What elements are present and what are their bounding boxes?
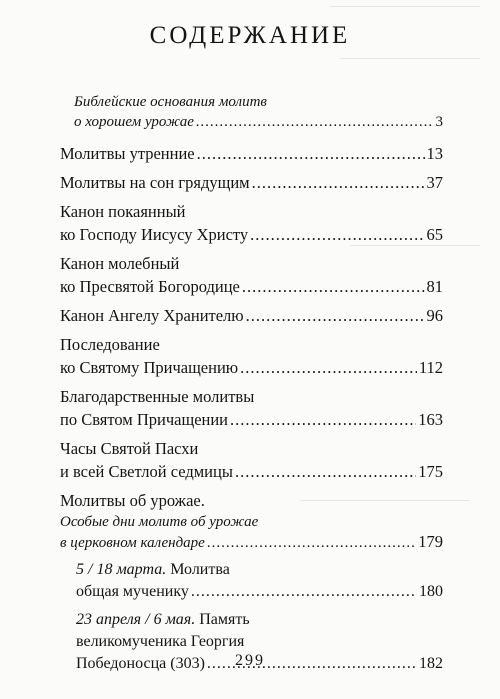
toc-entry-line: ко Господу Иисусу Христу [60,225,249,244]
toc-entry-line: Молитвы на сон грядущим [60,173,250,192]
toc-page-number: 175 [418,462,443,481]
toc-entry-line: Канон Ангелу Хранителю [60,306,244,325]
toc-entry-line: ко Пресвятой Богородице [60,277,240,296]
toc-entry[interactable] [60,92,443,132]
toc-entry-line: Молитвы утренние [60,144,195,163]
toc-entry[interactable] [60,333,443,379]
toc-page-number: 81 [426,277,443,296]
toc-entry-line: Память [199,611,250,628]
toc-page-number: 65 [426,225,443,244]
toc-entry-line: Часы Святой Пасхи [60,439,199,458]
toc-page-number: 112 [418,358,443,377]
toc-page-number: 182 [419,655,443,672]
toc-entry[interactable] [60,171,443,194]
toc-entry[interactable] [60,304,443,327]
toc-entry-line: Молитва [170,561,230,578]
toc-entry-line: Молитвы об урожае. [60,491,205,510]
toc-entry-line: Благодарственные молитвы [60,387,255,406]
toc-entry[interactable] [60,385,443,431]
toc-entry-line: о хорошем урожае [74,114,194,130]
page-title: СОДЕРЖАНИЕ [149,22,351,49]
toc-entry-line: Канон молебный [60,254,180,273]
toc-page-number: 163 [418,410,443,429]
toc-entry-line: по Святом Причащении [60,410,229,429]
toc-entry-line: Последование [60,335,160,354]
toc-entry[interactable] [60,559,443,603]
toc-entry-line: ко Святому Причащению [60,358,239,377]
toc-entry-line: Библейские основания молитв [74,94,267,110]
toc-entry-date: 5 / 18 марта. [76,561,167,578]
toc-page-number: 180 [419,583,443,600]
toc-page-number: 96 [426,306,443,325]
table-of-contents [60,92,443,675]
toc-entry-line: великомученика Георгия [76,633,245,650]
toc-entry[interactable] [60,489,443,553]
toc-entry-line: Канон покаянный [60,202,186,221]
toc-entry[interactable] [60,252,443,298]
toc-entry[interactable] [60,200,443,246]
page-number: 299 [235,652,265,669]
toc-entry-line: Особые дни молитв об урожае [60,514,259,530]
toc-entry-line: и всей Светлой седмицы [60,462,233,481]
toc-entry[interactable] [60,437,443,483]
toc-entry-line: Победоносца (303) [76,655,205,672]
toc-page-number: 37 [426,173,443,192]
toc-entry-line: в церковном календаре [60,535,205,551]
toc-entry-date: 23 апреля / 6 мая. [76,611,196,628]
toc-entry-line: общая мученику [76,583,189,600]
toc-page-number: 179 [418,532,443,551]
toc-entry[interactable] [60,142,443,165]
toc-page-number: 3 [435,114,443,130]
toc-page-number: 13 [426,144,443,163]
